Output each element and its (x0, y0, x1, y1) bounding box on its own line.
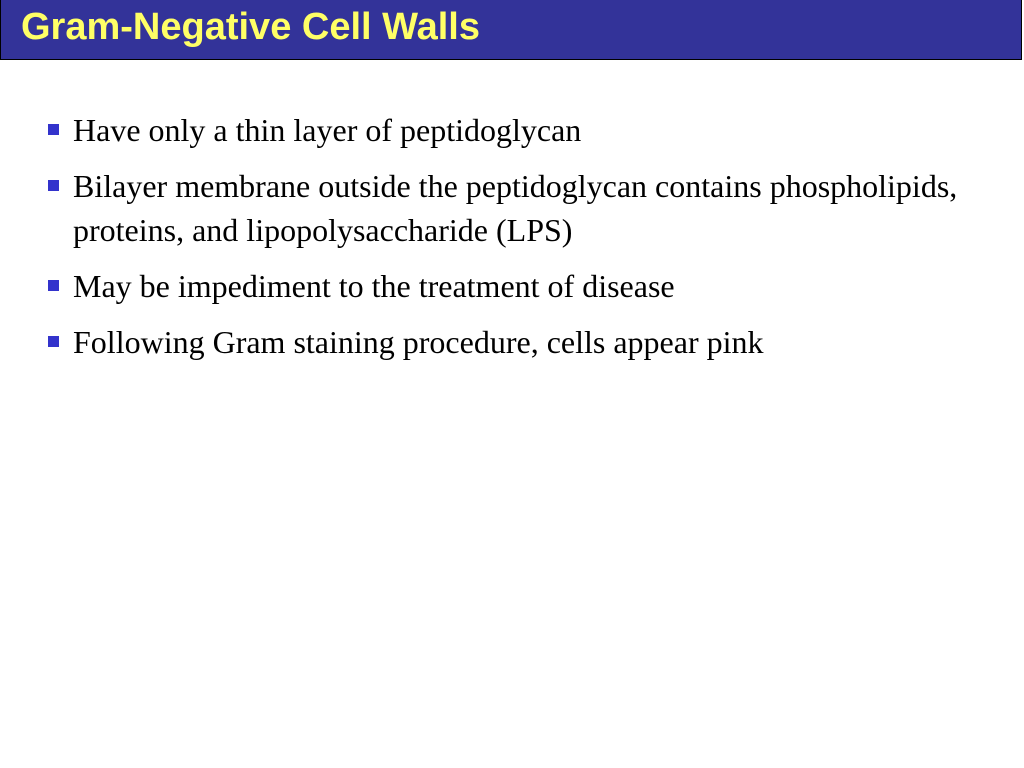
square-bullet-icon (48, 336, 59, 347)
square-bullet-icon (48, 280, 59, 291)
list-item (48, 164, 988, 252)
bullet-text: May be impediment to the treatment of disease (73, 268, 675, 304)
square-bullet-icon (48, 124, 59, 135)
list-item (48, 320, 988, 364)
list-item (48, 264, 988, 308)
bullet-text: Bilayer membrane outside the peptidoglycan contains phospholipids, proteins, and lipopolysaccharide (LPS) (73, 168, 958, 248)
bullet-list (48, 108, 988, 376)
bullet-text: Have only a thin layer of peptidoglycan (73, 112, 582, 148)
square-bullet-icon (48, 180, 59, 191)
list-item (48, 108, 988, 152)
title-bar (0, 0, 1022, 60)
bullet-text: Following Gram staining procedure, cells appear pink (73, 324, 764, 360)
slide-title: Gram-Negative Cell Walls (21, 6, 480, 48)
